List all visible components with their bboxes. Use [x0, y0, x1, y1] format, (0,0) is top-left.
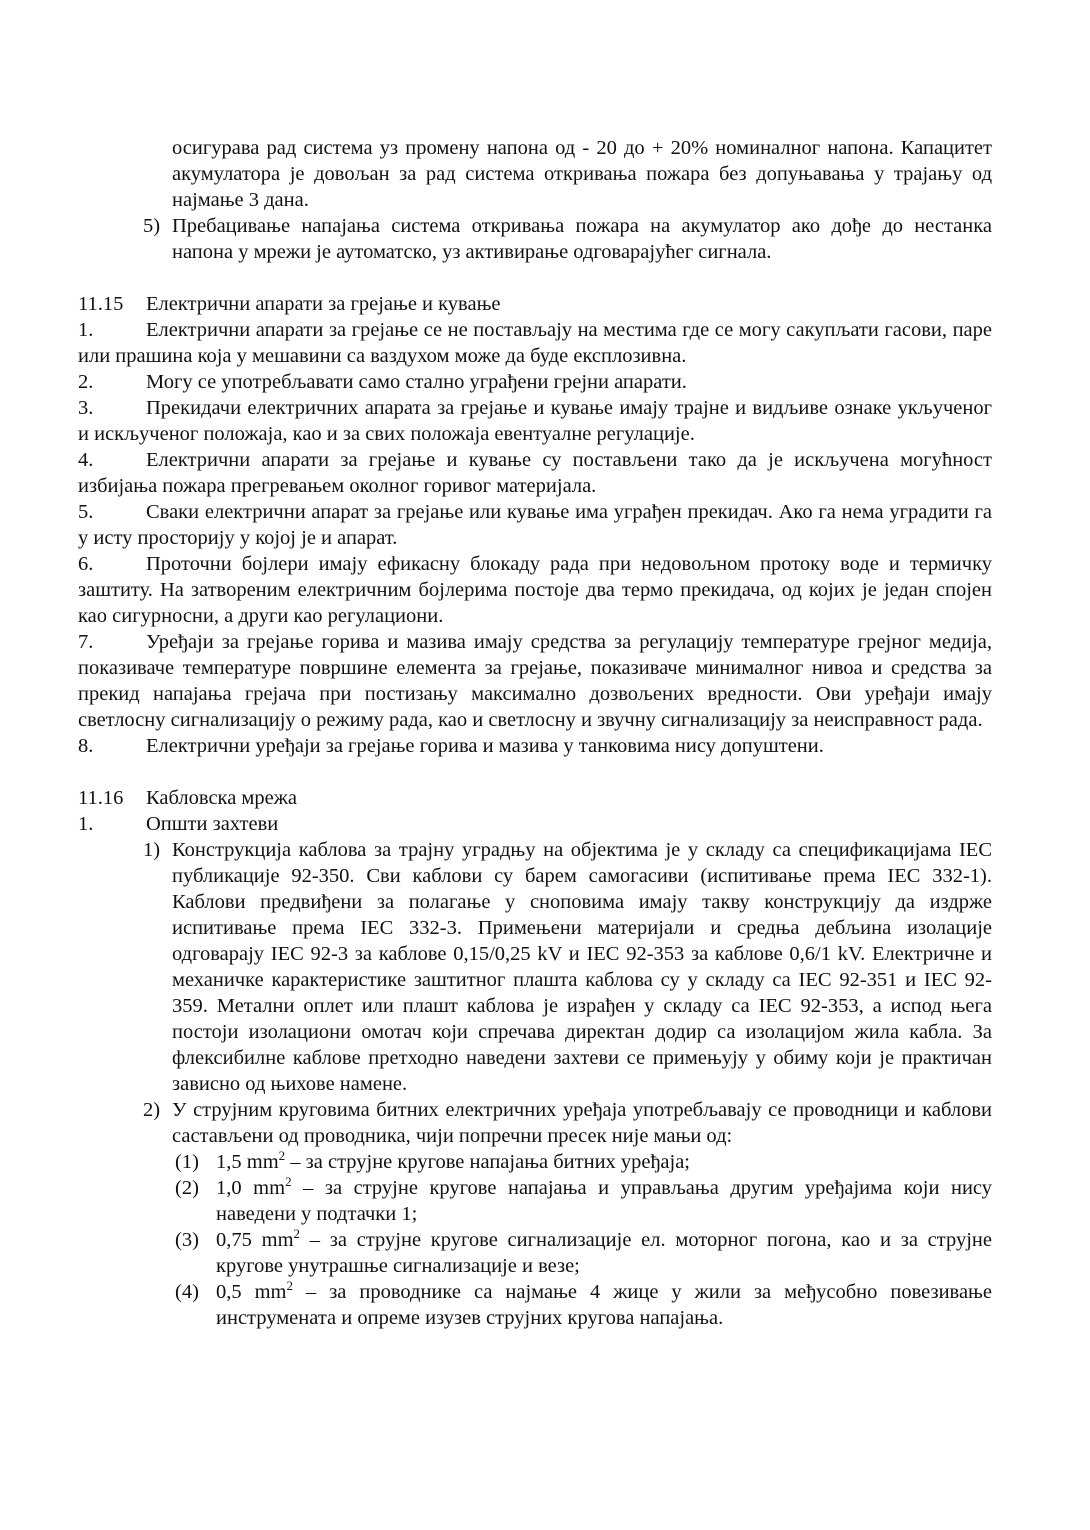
subsub-list-item: (3) 0,75 $mm^2$ – за струјне кругове сигнализације ел. моторног погона, као и за струјне кругове унутрашње сигнализације и везе; [175, 1226, 992, 1277]
list-item: 1. Електрични апарати за грејање се не постављају на местима где се могу сакупљати гасови, паре или прашина која у мешавини са ваздухом може да буде експлозивна. [78, 319, 992, 367]
subsection-heading: 1. Општи захтеви [78, 813, 279, 835]
subsub-list-item: (4) 0,5 $mm^2$ – за проводнике са најмање 4 жице у жили за међусобно повезивање инструмената и опреме изузев струјних кругова напајања. [175, 1278, 992, 1329]
subsub-list-item: (1) 1,5 $mm^2$ – за струјне кругове напајања битних уређаја; [175, 1148, 691, 1173]
list-label: 5) [143, 215, 161, 237]
section-number: 11.15 [78, 293, 124, 315]
list-item: 7. Уређаји за грејање горива и мазива имају средства за регулацију температуре грејног медија, показиваче температуре површине елемента за грејање, показиваче минималног нивоа и средства за прекид напајања грејача при постизању максимално дозвољених вредности. Ови уређаји имају светлосну сигнализацију о режиму рада, као и светлосну и звучну сигнализацију за неисправност рада. [78, 631, 992, 731]
sub-list-item: 1) Конструкција каблова за трајну уградњу на објектима је у складу са спецификацијама IEC публикације 92-350. Сви каблови су барем самогасиви (испитивање према IEC 332-1). Каблови предвиђени за полагање у сноповима имају такву конструкцију да издрже испитивање према IEC 332-3. Примењени материјали и средња дебљина изолације одговарају IEC 92-3 за каблове 0,15/0,25 kV и IEC 92-353 за каблове 0,6/1 kV. Електричне и механичке карактеристике заштитног плашта каблова су у складу са IEC 92-351 и IEC 92-359. Метални оплет или плашт каблова је израђен у складу са IEC 92-353, а испод њега постоји изолациони омотач који спречава директан додир са изолацијом жила кабла. За флексибилне каблове претходно наведени захтеви се примењују у обиму који је практичан зависно од њихове намене. [143, 839, 992, 1095]
list-item-5 [78, 213, 992, 265]
list-item: 5. Сваки електрични апарат за грејање или кување има уграђен прекидач. Ако га нема уградити га у исту просторију у којој је и апарат. [78, 501, 992, 549]
section-heading-11-15 [78, 291, 992, 317]
sub-list-item: 2) У струјним круговима битних електричних уређаја употребљавају се проводници и каблови састављени од проводника, чији попречни пресек није мањи од: [143, 1099, 992, 1147]
subsub-list-item: (2) 1,0 $mm^2$ – за струјне кругове напајања и управљања другим уређајима који нису наведени у подтачки 1; [175, 1174, 992, 1225]
section-number: 11.16 [78, 787, 124, 809]
document-page [78, 135, 992, 1331]
list-item: 8. Електрични уређаји за грејање горива и мазива у танковима нису допуштени. [78, 735, 824, 757]
list-text: Пребацивање напајања система откривања пожара на акумулатор ако дође до нестанка напона у мрежи је аутоматско, уз активирање одговарајућег сигнала. [172, 215, 992, 263]
section-heading-11-16 [78, 785, 992, 811]
list-item: 4. Електрични апарати за грејање и кување су постављени тако да је искључена могућност избијања пожара прегревањем околног горивог материјала. [78, 449, 992, 497]
section-title: Кабловска мрежа [146, 787, 298, 809]
list-item: 6. Проточни бојлери имају ефикасну блокаду рада при недовољном протоку воде и термичку заштиту. На затвореним електричним бојлерима постоје два термо прекидача, од којих је један спојен као сигурносни, а други као регулациони. [78, 553, 992, 627]
section-title: Електрични апарати за грејање и кување [146, 293, 501, 315]
list-item: 2. Могу се употребљавати само стално уграђени грејни апарати. [78, 371, 687, 393]
list-item: 3. Прекидачи електричних апарата за грејање и кување имају трајне и видљиве ознаке укљученог и искљученог положаја, као и за свих положаја евентуалне регулације. [78, 397, 992, 445]
continuation-paragraph: осигурава рад система уз промену напона од - 20 до + 20% номиналног напона. Капацитет акумулатора је довољан за рад система откривања пожара без допуњавања у трајању од најмање 3 дана. [172, 137, 992, 211]
